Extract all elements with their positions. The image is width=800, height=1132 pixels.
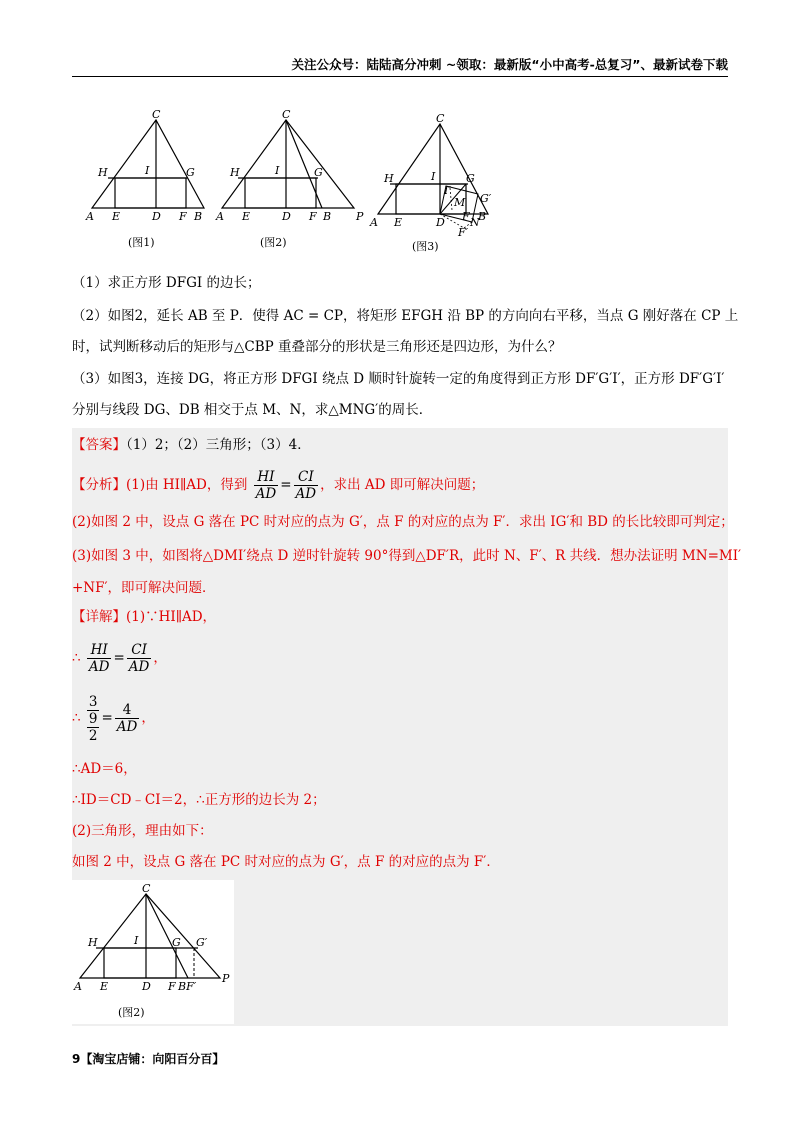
page-header: 关注公众号：陆陆高分冲刺 ~领取：最新版“小中高考-总复习”、最新试卷下载 <box>291 57 728 72</box>
label-i: I <box>275 164 280 177</box>
fraction-ci-ad: $\frac{CI}{AD}$ <box>295 469 317 502</box>
label-e: E <box>242 210 251 223</box>
analysis-line3a: (3)如图 3 中，如图将△DMI′绕点 D 逆时针旋转 90°得到△DF′R，此时 N、F′、R 共线．想办法证明 MN=MI′ <box>72 548 742 564</box>
label-f: F <box>309 210 317 223</box>
label-h: H <box>230 166 240 179</box>
label-b: B <box>323 210 332 223</box>
page-number: 9 <box>72 1052 81 1066</box>
fraction-hi-ad-2: $\frac{HI}{AD}$ <box>88 642 110 675</box>
fraction-hi-ad: $\frac{HI}{AD}$ <box>255 469 277 502</box>
label-c: C <box>142 882 151 895</box>
analysis-line1: 【分析】(1)由 HI∥AD，得到 $\frac{HI}{AD}$ = $\frac{CI}{AD}$ ，求出 AD 即可解决问题； <box>72 469 485 502</box>
label-f: F <box>462 210 470 223</box>
label-h: H <box>98 166 108 179</box>
analysis-line3b: +NF′，即可解决问题． <box>72 580 216 596</box>
answer-line <box>72 434 732 456</box>
label-g: G <box>186 166 195 179</box>
label-i: I <box>145 164 150 177</box>
label-g-prime: G′ <box>196 936 208 949</box>
label-f: F <box>168 980 176 993</box>
label-f-prime: F′ <box>458 226 469 239</box>
label-g: G <box>466 172 475 185</box>
figure-1 <box>84 104 214 254</box>
question-3-line1: （3）如图3，连接 DG，将正方形 DFGI 绕点 D 顺时针旋转一定的角度得到正方形 DF′G′I′，正方形 DF′G′I′ <box>72 371 725 387</box>
question-1: （1）求正方形 DFGI 的边长； <box>72 275 261 291</box>
detail-line7: 如图 2 中，设点 G 落在 PC 时对应的点为 G′，点 F 的对应的点为 F′． <box>72 854 500 870</box>
label-p: P <box>222 972 230 985</box>
label-a: A <box>86 210 94 223</box>
label-bf-prime: BF′ <box>178 980 197 993</box>
figure-3 <box>368 110 508 258</box>
label-g-prime: G′ <box>480 192 492 205</box>
fraction-ci-ad-2: $\frac{CI}{AD}$ <box>128 642 150 675</box>
detail-line4: ∴AD＝6， <box>72 761 137 777</box>
figure-2 <box>214 104 374 254</box>
analysis-text-1b: ，求出 AD 即可解决问题； <box>320 477 485 493</box>
label-m: M <box>454 196 466 209</box>
caption-2: (图2) <box>260 236 287 249</box>
label-d: D <box>142 980 151 993</box>
question-2-line1: （2）如图2，延长 AB 至 P．使得 AC = CP，将矩形 EFGH 沿 BP 的方向向右平移，当点 G 刚好落在 CP 上 <box>72 308 739 324</box>
page-footer <box>72 1050 224 1067</box>
analysis-line2: (2)如图 2 中，设点 G 落在 PC 时对应的点为 G′，点 F 的对应的点为 F′．求出 IG′和 BD 的长比较即可判定； <box>72 514 734 530</box>
label-d: D <box>436 216 445 229</box>
detail-line5: ∴ID＝CD﹣CI＝2，∴正方形的边长为 2； <box>72 792 326 808</box>
fraction-4-ad: $\frac{4}{AD}$ <box>116 702 138 735</box>
question-3-line2: 分别与线段 DG、DB 相交于点 M、N，求△MNG′的周长． <box>72 402 433 418</box>
label-d: D <box>152 210 161 223</box>
label-e: E <box>394 216 403 229</box>
answer-text: （1）2；（2）三角形；（3）4． <box>126 437 311 453</box>
analysis-text-1a: (1)由 HI∥AD，得到 <box>126 477 248 493</box>
footer-text: 【淘宝店铺：向阳百分百】 <box>80 1052 225 1066</box>
caption-3: (图3) <box>412 240 439 253</box>
label-b: B <box>194 210 203 223</box>
label-h: H <box>88 936 98 949</box>
label-a: A <box>216 210 224 223</box>
label-i-prime: I′ <box>444 184 451 197</box>
caption-1: (图1) <box>128 236 155 249</box>
detail-line1 <box>72 606 732 628</box>
label-h: H <box>384 172 394 185</box>
label-g: G <box>314 166 323 179</box>
label-n: N <box>470 216 480 229</box>
label-i: I <box>134 934 139 947</box>
label-c: C <box>152 108 161 121</box>
figure-4 <box>72 880 234 1024</box>
label-a: A <box>74 980 82 993</box>
analysis-tag: 【分析】 <box>72 477 126 493</box>
detail-text-1: (1)∵HI∥AD， <box>126 609 217 625</box>
label-g: G <box>172 936 181 949</box>
label-c: C <box>436 112 445 125</box>
label-d: D <box>282 210 291 223</box>
fraction-3-over-9-2: 3 9 2 <box>88 693 98 744</box>
detail-line2: ∴ $\frac{HI}{AD}$ = $\frac{CI}{AD}$ ， <box>72 642 167 675</box>
label-a: A <box>370 216 378 229</box>
label-p: P <box>356 210 364 223</box>
detail-line3: ∴ 3 9 2 = $\frac{4}{AD}$ ， <box>72 693 155 744</box>
header-rule <box>72 76 728 77</box>
caption-4: (图2) <box>118 1006 145 1019</box>
question-2-line2: 时，试判断移动后的矩形与△CBP 重叠部分的形状是三角形还是四边形，为什么？ <box>72 339 562 355</box>
detail-line6: (2)三角形，理由如下： <box>72 823 213 839</box>
answer-tag: 【答案】 <box>72 437 126 453</box>
detail-tag: 【详解】 <box>72 609 126 625</box>
label-f: F <box>179 210 187 223</box>
label-c: C <box>282 108 291 121</box>
label-i: I <box>431 170 436 183</box>
label-e: E <box>112 210 121 223</box>
label-e: E <box>100 980 109 993</box>
label-b: B <box>478 210 487 223</box>
